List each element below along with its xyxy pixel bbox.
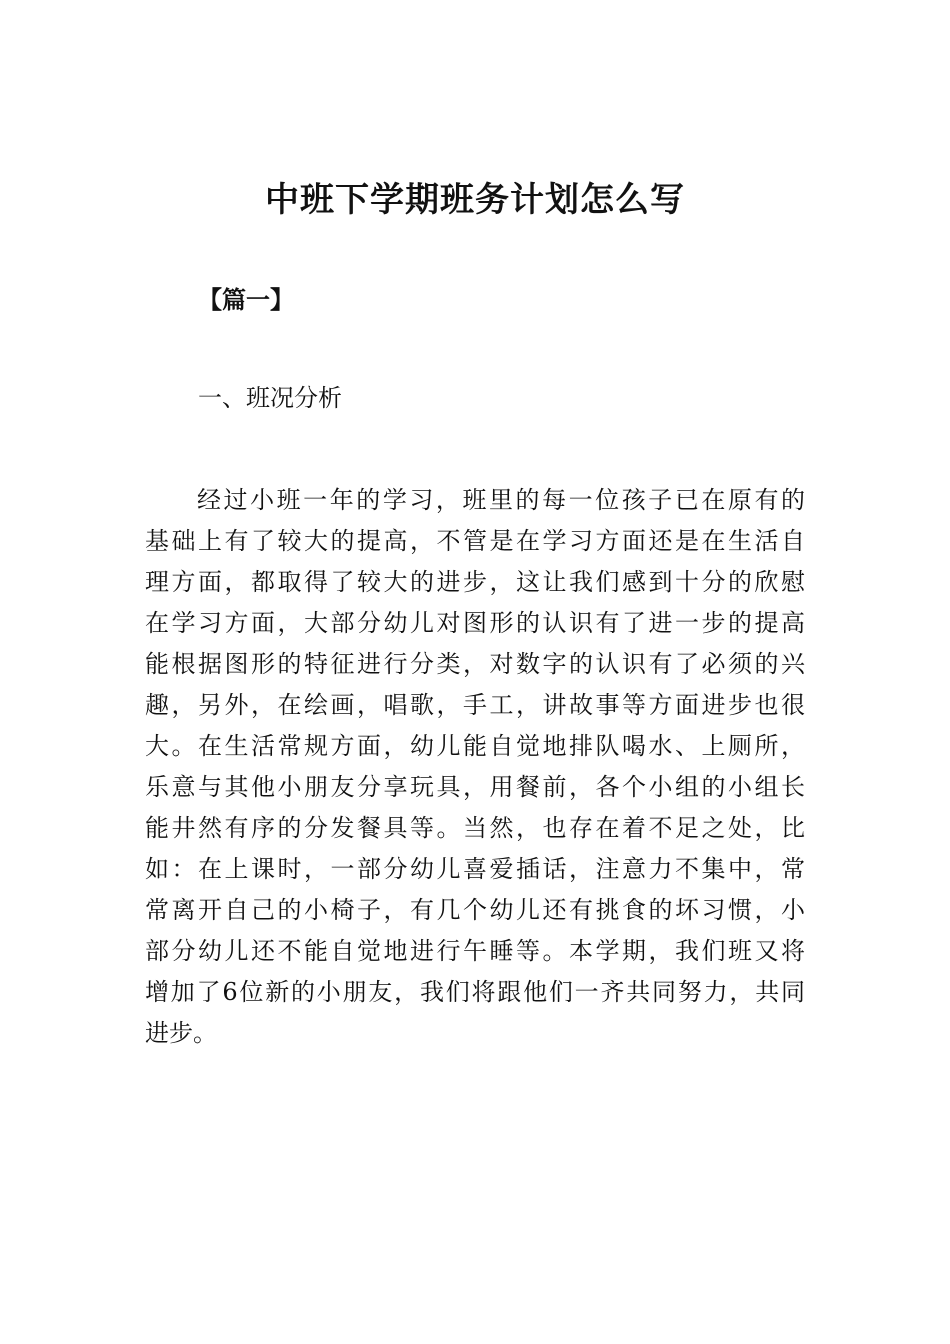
paragraph-line: 如：在上课时，一部分幼儿喜爱插话，注意力不集中，常 — [145, 855, 805, 883]
paragraph-line: 部分幼儿还不能自觉地进行午睡等。本学期，我们班又将 — [145, 937, 805, 965]
paragraph-line: 经过小班一年的学习，班里的每一位孩子已在原有的 — [197, 486, 805, 514]
paragraph-line: 进步。 — [145, 1019, 217, 1047]
body-paragraph — [145, 480, 805, 1054]
paragraph-line: 能井然有序的分发餐具等。当然，也存在着不足之处，比 — [145, 814, 805, 842]
paragraph-line: 理方面，都取得了较大的进步，这让我们感到十分的欣慰 — [145, 568, 805, 596]
paragraph-line: 趣，另外，在绘画，唱歌，手工，讲故事等方面进步也很 — [145, 691, 805, 719]
section-heading: 一、班况分析 — [198, 384, 342, 412]
document-title: 中班下学期班务计划怎么写 — [265, 180, 685, 220]
paragraph-line: 乐意与其他小朋友分享玩具，用餐前，各个小组的小组长 — [145, 773, 805, 801]
paragraph-line: 增加了6位新的小朋友，我们将跟他们一齐共同努力，共同 — [145, 978, 805, 1006]
paragraph-line: 能根据图形的特征进行分类，对数字的认识有了必须的兴 — [145, 650, 805, 678]
paragraph-line: 大。在生活常规方面，幼儿能自觉地排队喝水、上厕所， — [145, 732, 805, 760]
paragraph-line: 常离开自己的小椅子，有几个幼儿还有挑食的坏习惯，小 — [145, 896, 805, 924]
paragraph-line: 基础上有了较大的提高，不管是在学习方面还是在生活自 — [145, 527, 805, 555]
section-label: 【篇一】 — [198, 286, 294, 314]
paragraph-line: 在学习方面，大部分幼儿对图形的认识有了进一步的提高 — [145, 609, 805, 637]
